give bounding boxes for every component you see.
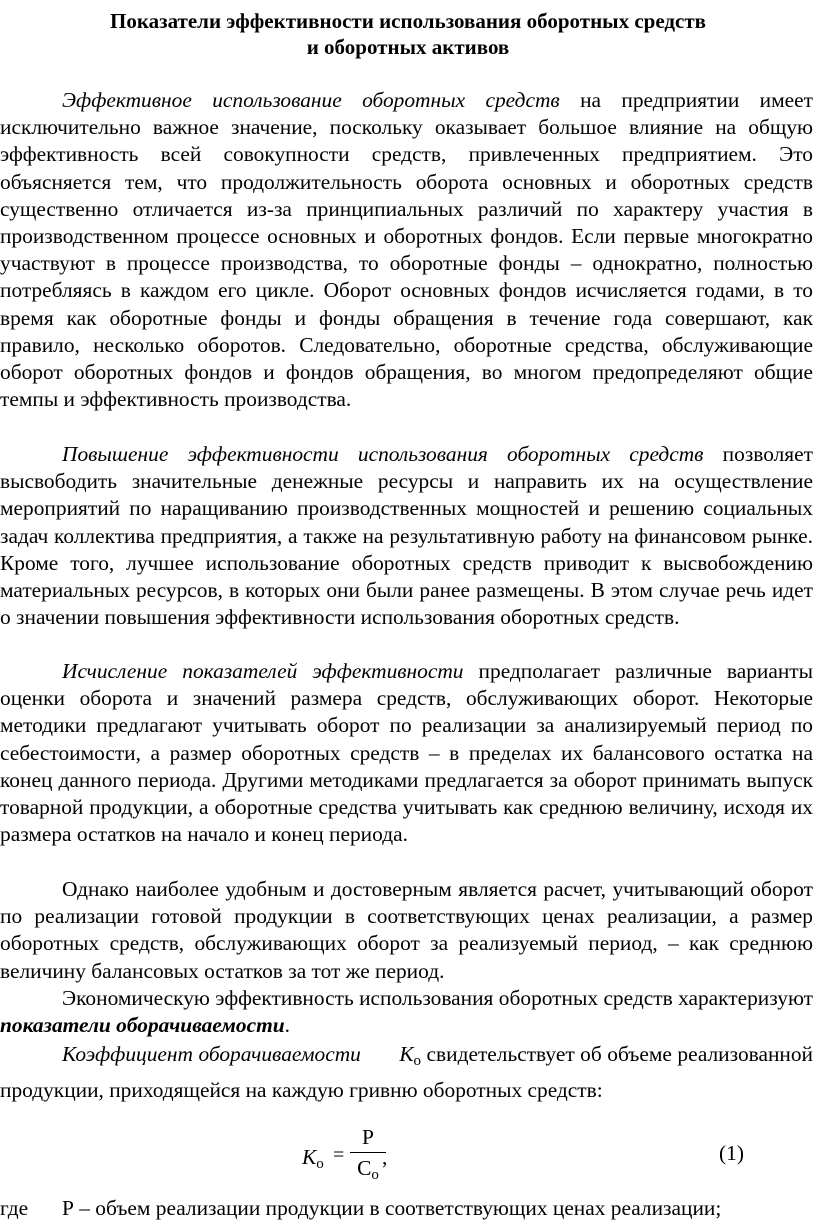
paragraph-term: Коэффициент оборачиваемости bbox=[62, 1042, 361, 1066]
formula-lhs-symbol: К bbox=[302, 1145, 317, 1169]
paragraph-term: Исчисление показателей эффективности bbox=[62, 659, 464, 683]
formula-comma: , bbox=[382, 1145, 388, 1169]
paragraph-text: на предприятии имеет исключительно важное значение, поскольку оказывает большое влияние на общую эффективность всей совокупности средств, привлеченных предприятием. Это объясняется тем, что продолжительность оборота основных и оборотных средств существенно отличается из-за принципиальных различий по характеру участия в производственном процессе основных и оборотных фондов. Если первые многократно участвуют в процессе производства, то оборотные фонды – однократно, полностью потребляясь в каждом его цикле. Оборот основных фондов исчисляется годами, в то время как оборотные фонды и фонды обращения в течение года совершают, как правило, несколько оборотов. Следовательно, оборотные средства, обслуживающие оборот оборотных фондов и фондов обращения, во многом предопределяют общие темпы и эффективность производства. bbox=[0, 88, 813, 412]
formula-lhs bbox=[302, 1144, 324, 1178]
formula-numerator: Р bbox=[362, 1125, 374, 1149]
paragraph-turnover-indicators bbox=[0, 985, 813, 1039]
ratio-symbol-subscript: о bbox=[413, 1053, 422, 1069]
paragraph-end: . bbox=[284, 1013, 290, 1038]
paragraph-efficient-use bbox=[0, 87, 813, 413]
ratio-symbol: К bbox=[399, 1042, 414, 1066]
paragraph-text: предполагает различные варианты оценки оборота и значений размера средств, обслуживающих оборот. Некоторые методики предлагают учитывать оборот по реализации за анализируемый период по себестоимости, а размер оборотных средств – в пределах их балансового остатка на конец данного периода. Другими методиками предлагается за оборот принимать выпуск товарной продукции, а оборотные средства учитывать как среднюю величину, исходя их размера остатков на начало и конец периода. bbox=[0, 659, 813, 847]
formula-denominator bbox=[350, 1156, 386, 1187]
title-line-1: Показатели эффективности использования оборотных средств bbox=[110, 9, 706, 33]
formula-denominator-subscript: о bbox=[371, 1167, 379, 1183]
fraction-bar bbox=[350, 1152, 386, 1153]
paragraph-term: Повышение эффективности использования оборотных средств bbox=[62, 442, 704, 466]
where-definition: Р – объем реализации продукции в соответствующих ценах реализации; bbox=[62, 1196, 722, 1220]
paragraph-turnover-ratio bbox=[0, 1040, 813, 1105]
formula-denominator-symbol: С bbox=[357, 1156, 372, 1180]
paragraph-indicator-calculation bbox=[0, 658, 813, 848]
formula-turnover-ratio bbox=[0, 1124, 816, 1184]
page-title bbox=[0, 8, 816, 60]
paragraph-efficiency-increase bbox=[0, 441, 813, 631]
paragraph-text: Экономическую эффективность использования оборотных средств характеризуют bbox=[62, 986, 813, 1010]
paragraph-text: Однако наиболее удобным и достоверным является расчет, учитывающий оборот по реализации готовой продукции в соответствующих ценах реализации, а размер оборотных средств, обслуживающих оборот за реализуемый период, – как среднюю величину балансовых остатков за тот же период. bbox=[0, 877, 813, 983]
paragraph-text: позволяет высвободить значительные денежные ресурсы и направить их на осуществление мероприятий по наращиванию производственных мощностей и решению социальных задач коллектива предприятия, а также на результативную работу на финансовом рынке. Кроме того, лучшее использование оборотных средств приводит к высвобождению материальных ресурсов, в которых они были ранее размещены. В этом случае речь идет о значении повышения эффективности использования оборотных средств. bbox=[0, 442, 813, 630]
formula-lhs-subscript: о bbox=[316, 1156, 324, 1172]
paragraph-text: свидетельствует об объеме реализованной продукции, приходящейся на каждую гривню оборотных средств: bbox=[0, 1042, 814, 1102]
title-line-2: и оборотных активов bbox=[306, 35, 510, 59]
where-word: где bbox=[0, 1196, 29, 1220]
paragraph-term: показатели оборачиваемости bbox=[0, 1013, 285, 1038]
paragraph-calculation-method bbox=[0, 876, 813, 985]
formula-fraction bbox=[350, 1124, 386, 1187]
formula-equals: = bbox=[333, 1144, 345, 1166]
paragraph-term: Эффективное использование оборотных средств bbox=[62, 88, 560, 112]
formula-number: (1) bbox=[719, 1141, 744, 1165]
